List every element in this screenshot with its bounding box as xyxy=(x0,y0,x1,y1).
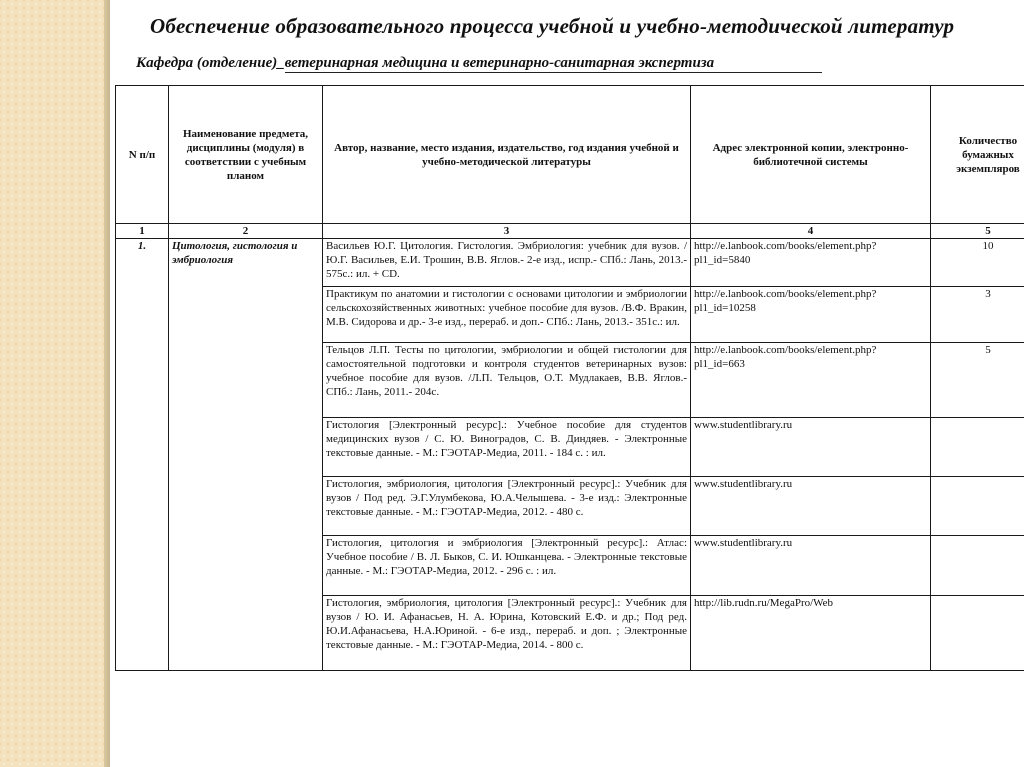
subject-name: Цитология, гистология и эмбриология xyxy=(169,239,323,671)
literature-entry: Гистология, эмбриология, цитология [Электронный ресурс].: Учебник для вузов / Ю. И. Афанасьев, Н. А. Юрина, Котовский Е.Ф. и др.; Под ред. Ю.И.Афанасьева, Н.А.Юриной. - 6-е изд., перераб. и доп. ; Электронные текстовые данные. - М.: ГЭОТАР-Медиа, 2014. - 800 с. xyxy=(323,596,691,671)
paper-copies-count xyxy=(931,596,1024,671)
electronic-copy-link[interactable]: www.studentlibrary.ru xyxy=(691,536,931,596)
electronic-copy-link[interactable]: http://e.lanbook.com/books/element.php?pl1_id=5840 xyxy=(691,239,931,287)
electronic-copy-link[interactable]: www.studentlibrary.ru xyxy=(691,477,931,536)
electronic-copy-link[interactable]: www.studentlibrary.ru xyxy=(691,418,931,477)
department-label: Кафедра (отделение)_ xyxy=(136,55,285,71)
column-number: 3 xyxy=(323,224,691,239)
table-row xyxy=(116,239,1024,287)
paper-copies-count: 10 xyxy=(931,239,1024,287)
electronic-copy-link[interactable]: http://e.lanbook.com/books/element.php?pl1_id=663 xyxy=(691,343,931,418)
department-value: ветеринарная медицина и ветеринарно-санитарная экспертиза xyxy=(285,55,822,73)
paper-copies-count: 3 xyxy=(931,287,1024,343)
column-number: 2 xyxy=(169,224,323,239)
electronic-copy-link[interactable]: http://e.lanbook.com/books/element.php?pl1_id=10258 xyxy=(691,287,931,343)
literature-table xyxy=(115,85,1024,671)
literature-entry: Васильев Ю.Г. Цитология. Гистология. Эмбриология: учебник для вузов. /Ю.Г. Васильев, Е.И. Трошин, В.В. Яглов.- 2-е изд., испр.- СПб.: Лань, 2013.- 575с.: ил. + CD. xyxy=(323,239,691,287)
literature-entry: Практикум по анатомии и гистологии с основами цитологии и эмбриологии сельскохозяйственных животных: учебное пособие для вузов. /В.Ф. Вракин, М.В. Сидорова и др.- 3-е изд., перераб. и доп.- СПб.: Лань, 2013.- 351с.: ил. xyxy=(323,287,691,343)
paper-copies-count xyxy=(931,477,1024,536)
header-count: Количество бумажных экземпляров xyxy=(931,86,1024,224)
literature-entry: Гистология [Электронный ресурс].: Учебное пособие для студентов медицинских вузов / С. Ю. Виноградов, С. В. Диндяев. - Электронные текстовые данные. - М.: ГЭОТАР-Медиа, 2011. - 184 с. : ил. xyxy=(323,418,691,477)
slide-decorative-border xyxy=(0,0,108,767)
document-title: Обеспечение образовательного процесса учебной и учебно-методической литератур xyxy=(150,14,955,38)
department-line xyxy=(136,55,822,73)
paper-copies-count xyxy=(931,418,1024,477)
column-number-row xyxy=(116,224,1024,239)
literature-entry: Гистология, эмбриология, цитология [Электронный ресурс].: Учебник для вузов / Под ред. Э.Г.Улумбекова, Ю.А.Челышева. - 3-е изд.: Электронные текстовые данные. - М.: ГЭОТАР-Медиа, 2012. - 480 с. xyxy=(323,477,691,536)
electronic-copy-link[interactable]: http://lib.rudn.ru/MegaPro/Web xyxy=(691,596,931,671)
literature-entry: Гистология, цитология и эмбриология [Электронный ресурс].: Атлас: Учебное пособие / В. Л. Быков, С. И. Юшканцева. - Электронные текстовые данные. - М.: ГЭОТАР-Медиа, 2012. - 296 с. : ил. xyxy=(323,536,691,596)
header-subject: Наименование предмета, дисциплины (модуля) в соответствии с учебным планом xyxy=(169,86,323,224)
paper-copies-count xyxy=(931,536,1024,596)
row-number: 1. xyxy=(116,239,169,671)
header-row xyxy=(116,86,1024,224)
header-url: Адрес электронной копии, электронно-библиотечной системы xyxy=(691,86,931,224)
column-number: 1 xyxy=(116,224,169,239)
header-number: N п/п xyxy=(116,86,169,224)
column-number: 5 xyxy=(931,224,1024,239)
paper-copies-count: 5 xyxy=(931,343,1024,418)
literature-entry: Тельцов Л.П. Тесты по цитологии, эмбриологии и общей гистологии для самостоятельной подготовки и контроля студентов ветеринарных вузов: учебное пособие для вузов. /Л.П. Тельцов, О.Т. Мудлакаев, В.В. Яглов.- СПб.: Лань, 2011.- 204с. xyxy=(323,343,691,418)
column-number: 4 xyxy=(691,224,931,239)
header-author: Автор, название, место издания, издательство, год издания учебной и учебно-методической литературы xyxy=(323,86,691,224)
